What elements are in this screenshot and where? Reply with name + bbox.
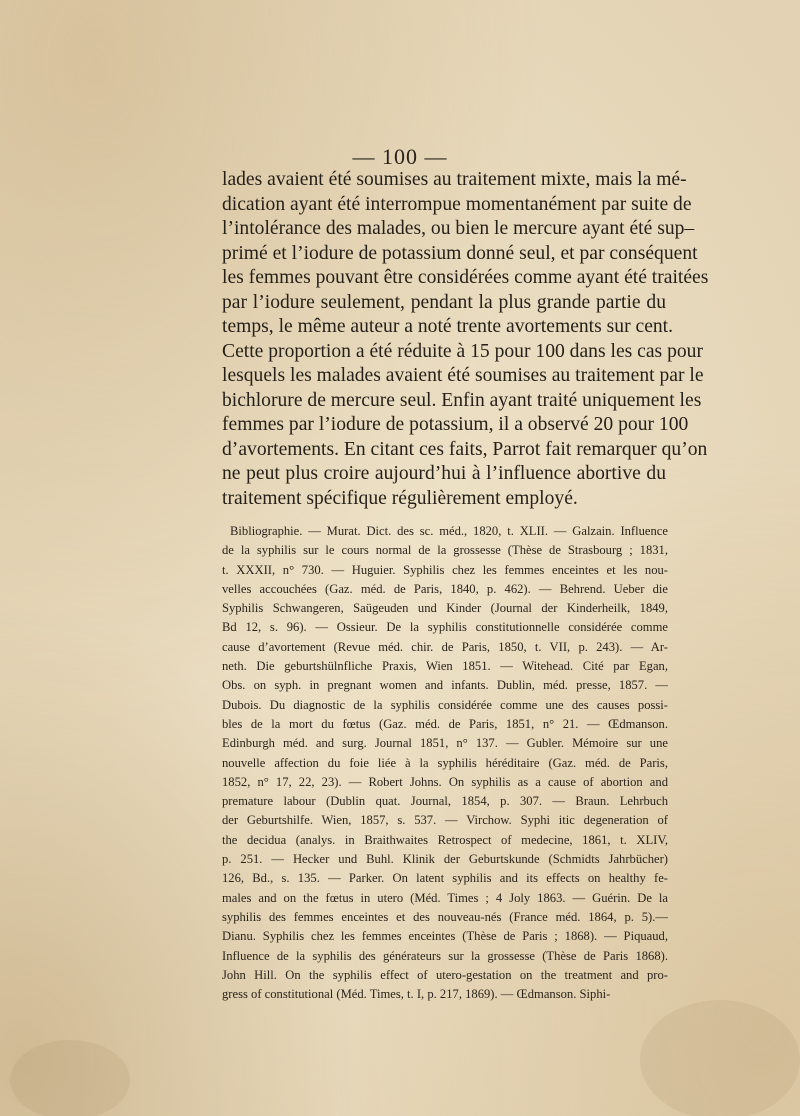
text-line: bichlorure de mercure seul. Enfin ayant traité uniquement les <box>222 389 702 411</box>
bibliography-section <box>222 522 668 1004</box>
bibliography-line: velles accouchées (Gaz. méd. de Paris, 1840, p. 462). — Behrend. Ueber die <box>222 581 668 596</box>
page-number: — 100 — <box>352 144 448 169</box>
bibliography-line: neth. Die geburtshülnfliche Praxis, Wien 1851. — Witehead. Cité par Egan, <box>222 659 668 674</box>
bibliography-line: Dianu. Syphilis chez les femmes enceintes (Thèse de Paris ; 1868). — Piquaud, <box>222 929 668 944</box>
main-paragraph <box>222 168 709 511</box>
bibliography-line: premature labour (Dublin quat. Journal, 1854, p. 307. — Braun. Lehrbuch <box>222 794 668 809</box>
bibliography-line: males and on the fœtus in utero (Méd. Times ; 4 Joly 1863. — Guérin. De la <box>222 890 668 905</box>
bibliography-line: syphilis des femmes enceintes et des nouveau-nés (France méd. 1864, p. 5).— <box>222 909 668 924</box>
bibliography-line: Influence de la syphilis des générateurs sur la grossesse (Thèse de Paris 1868). <box>222 948 668 963</box>
bibliography-line: p. 251. — Hecker und Buhl. Klinik der Geburtskunde (Schmidts Jahrbücher) <box>222 852 668 867</box>
bibliography-line: Bd 12, s. 96). — Ossieur. De la syphilis constitutionnelle considérée comme <box>222 620 668 635</box>
text-line: les femmes pouvant être considérées comme ayant été traitées <box>222 267 709 288</box>
paper-stain <box>10 1040 130 1116</box>
text-line: femmes par l’iodure de potassium, il a observé 20 pour 100 <box>222 414 689 435</box>
text-line: ne peut plus croire aujourd’hui à l’influence abortive du <box>222 463 666 484</box>
bibliography-line: de la syphilis sur le cours normal de la grossesse (Thèse de Strasbourg ; 1831, <box>222 543 668 558</box>
bibliography-line: John Hill. On the syphilis effect of utero-gestation on the treatment and pro- <box>222 967 668 982</box>
text-line: Cette proportion a été réduite à 15 pour 100 dans les cas pour <box>222 340 703 362</box>
bibliography-line: t. XXXII, n° 730. — Huguier. Syphilis chez les femmes enceintes et les nou- <box>222 562 668 577</box>
text-line: lades avaient été soumises au traitement mixte, mais la mé- <box>222 169 687 190</box>
bibliography-line: 126, Bd., s. 135. — Parker. On latent syphilis and its effects on healthy fe- <box>222 871 668 886</box>
bibliography-line: 1852, n° 17, 22, 23). — Robert Johns. On syphilis as a cause of abortion and <box>222 774 668 789</box>
bibliography-line: Syphilis Schwangeren, Saügeuden und Kinder (Journal der Kinderheilk, 1849, <box>222 601 668 616</box>
bibliography-line: Dubois. Du diagnostic de la syphilis considérée comme une des causes possi- <box>222 697 668 712</box>
bibliography-line: der Geburtshilfe. Wien, 1857, s. 537. — Virchow. Syphi itic degeneration of <box>222 813 668 828</box>
bibliography-line: Obs. on syph. in pregnant women and infants. Dublin, méd. presse, 1857. — <box>222 678 668 693</box>
text-line: par l’iodure seulement, pendant la plus grande partie du <box>222 291 666 313</box>
text-line: lesquels les malades avaient été soumises au traitement par le <box>222 365 704 386</box>
text-line: l’intolérance des malades, ou bien le mercure ayant été sup– <box>222 218 695 239</box>
text-line: primé et l’iodure de potassium donné seul, et par conséquent <box>222 242 698 264</box>
bibliography-line: cause d’avortement (Revue méd. chir. de Paris, 1850, t. VII, p. 243). — Ar- <box>222 639 668 654</box>
text-line: temps, le même auteur a noté trente avortements sur cent. <box>222 316 674 337</box>
text-line: d’avortements. En citant ces faits, Parrot fait remarquer qu’on <box>222 438 708 460</box>
bibliography-line: bles de la mort du fœtus (Gaz. méd. de Paris, 1851, n° 21. — Œdmanson. <box>222 716 668 731</box>
bibliography-line: gress of constitutional (Méd. Times, t. I, p. 217, 1869). — Œdmanson. Siphi- <box>222 987 611 1002</box>
text-line: dication ayant été interrompue momentanément par suite de <box>222 193 692 215</box>
bibliography-line: nouvelle affection du foie liée à la syphilis héréditaire (Gaz. méd. de Paris, <box>222 755 668 770</box>
bibliography-line: Edinburgh méd. and surg. Journal 1851, n° 137. — Gubler. Mémoire sur une <box>222 736 668 751</box>
bibliography-line: the decidua (analys. in Braithwaites Retrospect of medecine, 1861, t. XLIV, <box>222 832 668 847</box>
paper-stain <box>640 1000 800 1116</box>
text-line: traitement spécifique régulièrement employé. <box>222 487 578 509</box>
bibliography-line: Bibliographie. — Murat. Dict. des sc. méd., 1820, t. XLII. — Galzain. Influence <box>230 524 668 538</box>
